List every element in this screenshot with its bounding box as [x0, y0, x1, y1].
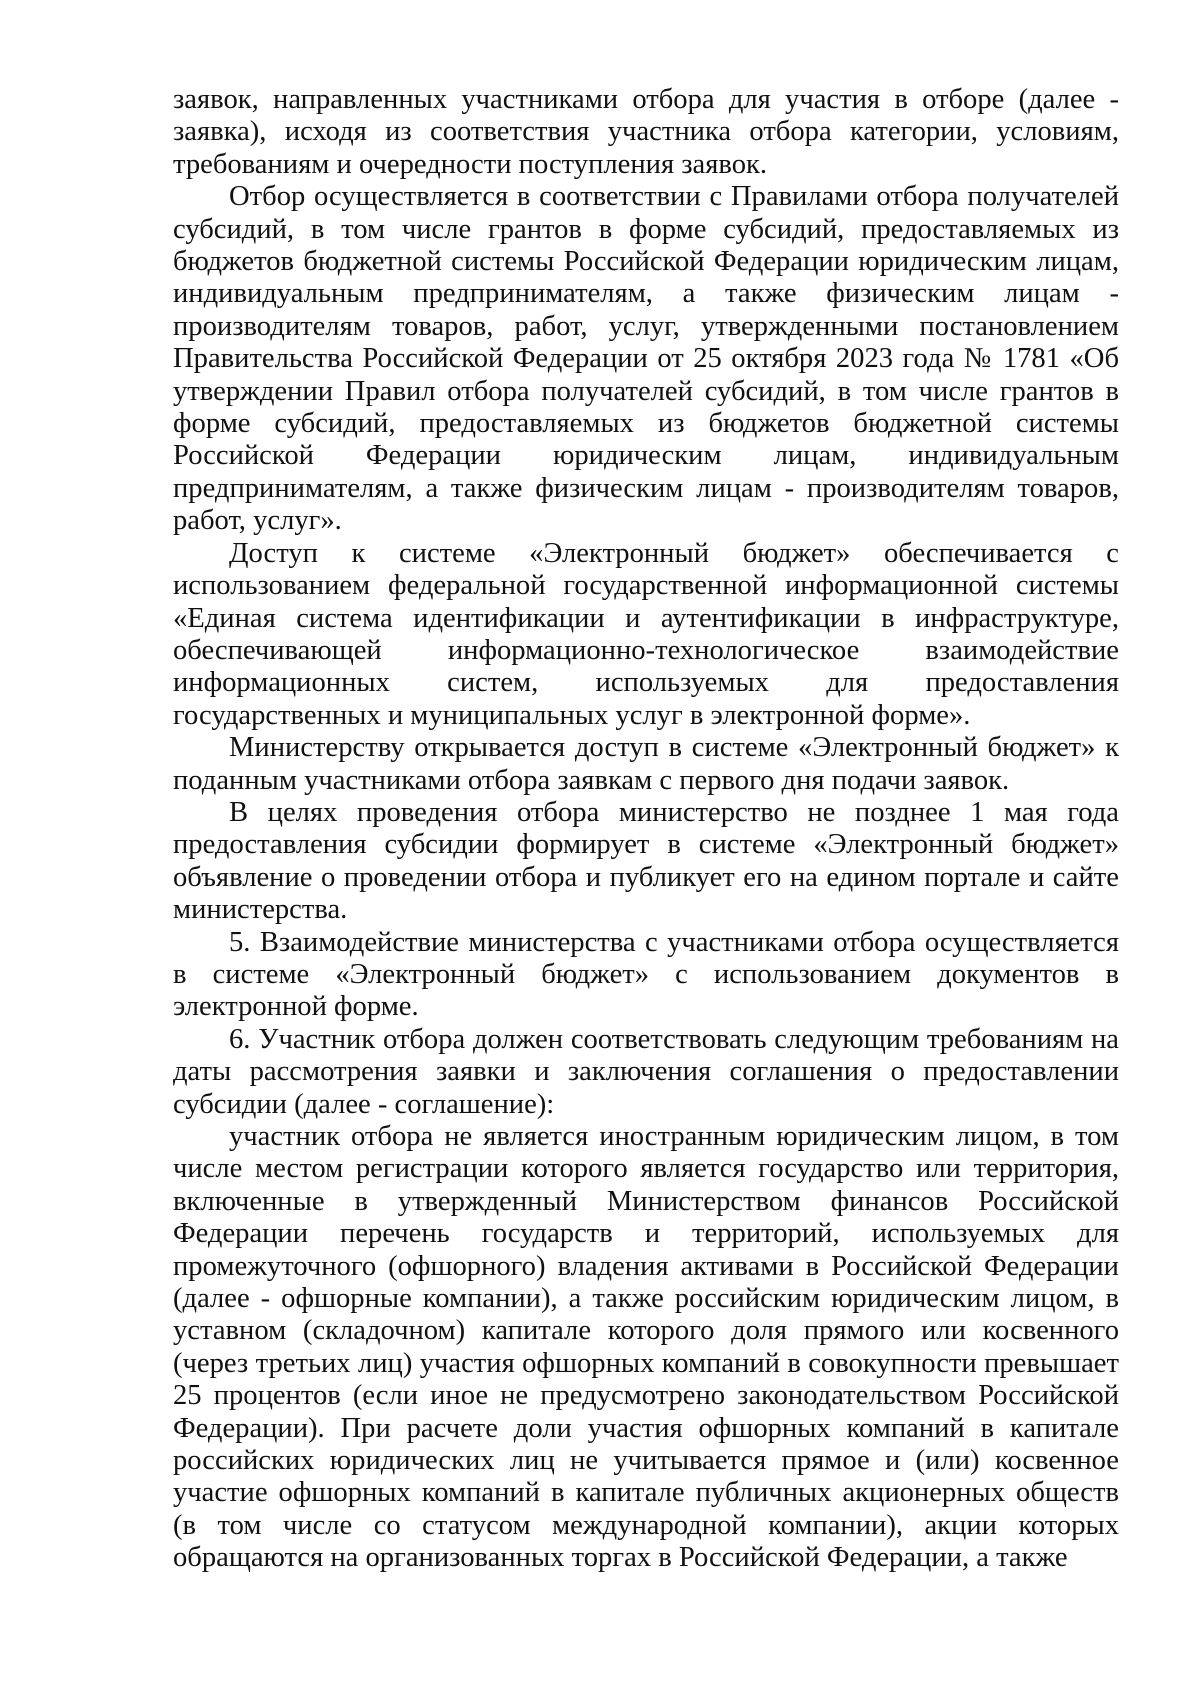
document-body — [173, 84, 1119, 1575]
paragraph-selection-rules: Отбор осуществляется в соответствии с Правилами отбора получателей субсидий, в том числе грантов в форме субсидий, предоставляемых из бюджетов бюджетной системы Российской Федерации юридическим лицам, индивидуальным предпринимателям, а также физическим лицам - производителям товаров, работ, услуг, утвержденными постановлением Правительства Российской Федерации от 25 октября 2023 года № 1781 «Об утверждении Правил отбора получателей субсидий, в том числе грантов в форме субсидий, предоставляемых из бюджетов бюджетной системы Российской Федерации юридическим лицам, индивидуальным предпринимателям, а также физическим лицам - производителям товаров, работ, услуг». — [173, 181, 1119, 537]
paragraph-item-5: 5. Взаимодействие министерства с участниками отбора осуществляется в системе «Электронный бюджет» с использованием документов в электронной форме. — [173, 926, 1119, 1023]
paragraph-offshore-requirement: участник отбора не является иностранным юридическим лицом, в том числе местом регистрации которого является государство или территория, включенные в утвержденный Министерством финансов Российской Федерации перечень государств и территорий, используемых для промежуточного (офшорного) владения активами в Российской Федерации (далее - офшорные компании), а также российским юридическим лицом, в уставном (складочном) капитале которого доля прямого или косвенного (через третьих лиц) участия офшорных компаний в совокупности превышает 25 процентов (если иное не предусмотрено законодательством Российской Федерации). При расчете доли участия офшорных компаний в капитале российских юридических лиц не учитывается прямое и (или) косвенное участие офшорных компаний в капитале публичных акционерных обществ (в том числе со статусом международной компании), акции которых обращаются на организованных торгах в Российской Федерации, а также — [173, 1121, 1119, 1574]
paragraph-item-6: 6. Участник отбора должен соответствовать следующим требованиям на даты рассмотрения заявки и заключения соглашения о предоставлении субсидии (далее - соглашение): — [173, 1023, 1119, 1120]
paragraph-continuation: заявок, направленных участниками отбора для участия в отборе (далее - заявка), исходя из соответствия участника отбора категории, условиям, требованиям и очередности поступления заявок. — [173, 84, 1119, 180]
paragraph-announcement: В целях проведения отбора министерство не позднее 1 мая года предоставления субсидии формирует в системе «Электронный бюджет» объявление о проведении отбора и публикует его на едином портале и сайте министерства. — [173, 796, 1119, 926]
paragraph-ministry-access: Министерству открывается доступ в системе «Электронный бюджет» к поданным участниками отбора заявкам с первого дня подачи заявок. — [173, 732, 1119, 796]
paragraph-system-access: Доступ к системе «Электронный бюджет» обеспечивается с использованием федеральной государственной информационной системы «Единая система идентификации и аутентификации в инфраструктуре, обеспечивающей информационно-технологическое взаимодействие информационных систем, используемых для предоставления государственных и муниципальных услуг в электронной форме». — [173, 537, 1119, 731]
